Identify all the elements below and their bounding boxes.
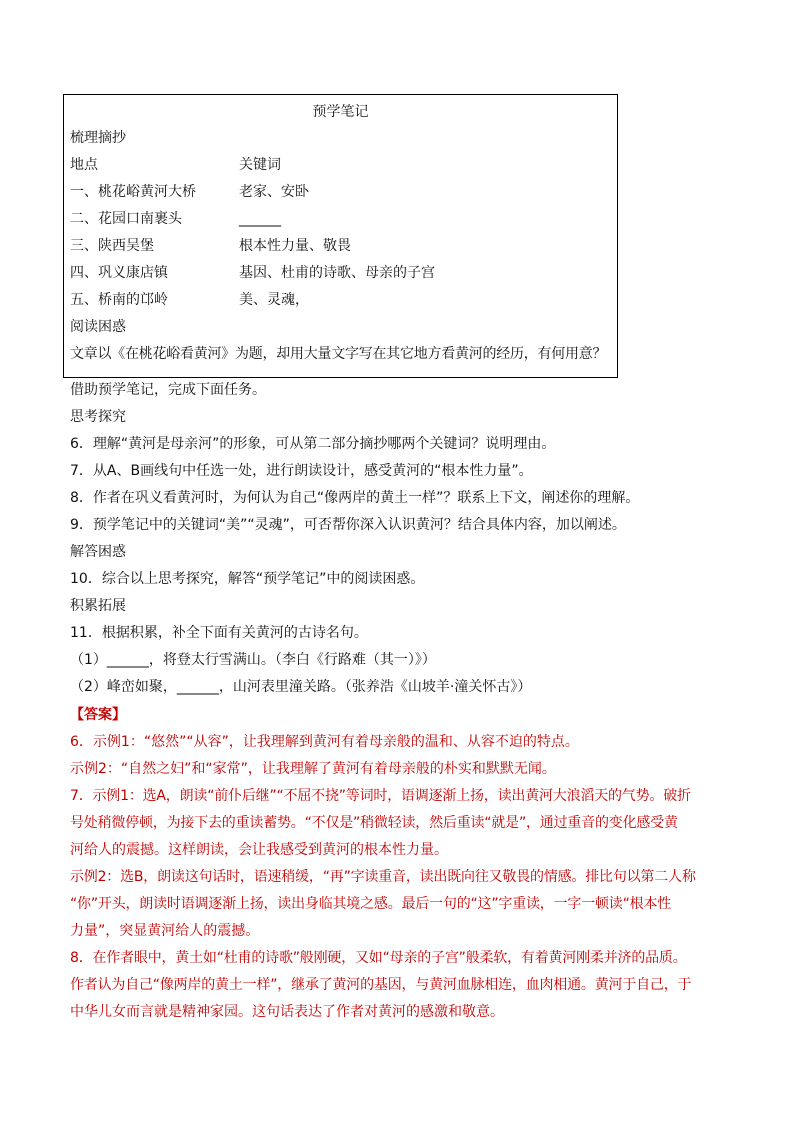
row-place: 四、巩义康店镇 — [70, 265, 168, 281]
notes-title: 预学笔记 — [312, 104, 369, 120]
answer-7-1: 号处稍微停顿，为接下去的重读蓄势。“不仅是”稍微轻读，然后重读“就是”，通过重音的变化感受黄 — [70, 815, 678, 831]
question-11: 11．根据积累，补全下面有关黄河的古诗名句。 — [70, 625, 368, 641]
accum-heading: 积累拓展 — [70, 598, 126, 614]
think-heading: 思考探究 — [70, 409, 126, 425]
section-confusion: 阅读困惑 — [70, 319, 126, 335]
question-11-2: （2）峰峦如聚，______，山河表里潼关路。（张养浩《山坡羊·潼关怀古》） — [70, 679, 532, 695]
answer-8: 作者认为自己“像两岸的黄土一样”，继承了黄河的基因，与黄河血脉相连，血肉相通。黄河于自己，于 — [70, 977, 692, 993]
question-8: 8．作者在巩义看黄河时，为何认为自己“像两岸的黄土一样”？联系上下文，阐述你的理解。 — [70, 490, 640, 506]
row-keyword: 基因、杜甫的诗歌、母亲的子宫 — [239, 265, 435, 281]
question-6: 6．理解“黄河是母亲河”的形象，可从第二部分摘抄哪两个关键词？说明理由。 — [70, 436, 556, 452]
answer-6-2: 示例2：“自然之妇”和“家常”，让我理解了黄河有着母亲般的朴实和默默无闻。 — [70, 761, 556, 777]
question-10: 10．综合以上思考探究，解答“预学笔记”中的阅读困惑。 — [70, 571, 425, 587]
row-place: 五、桥南的邙岭 — [70, 292, 168, 308]
col-keyword: 关键词 — [239, 157, 281, 173]
answer-7-2: 力量”，突显黄河给人的震撼。 — [70, 923, 260, 939]
row-keyword: 美、灵魂， — [239, 292, 309, 308]
row-keyword: ______ — [239, 211, 281, 227]
answer-8: 8．在作者眼中，黄土如“杜甫的诗歌”般刚硬，又如“母亲的子宫”般柔软，有着黄河刚柔并济的品质。 — [70, 950, 687, 966]
question-7: 7．从A、B画线句中任选一处，进行朗读设计，感受黄河的“根本性力量”。 — [70, 463, 533, 479]
answer-8: 中华儿女而言就是精神家园。这句话表达了作者对黄河的感激和敬意。 — [70, 1004, 504, 1020]
answer-7-1: 7．示例1：选A，朗读“前仆后继”“不屈不挠”等词时，语调逐渐上扬，读出黄河大浪滔天的气势。破折 — [70, 788, 691, 804]
confusion-text: 文章以《在桃花峪看黄河》为题，却用大量文字写在其它地方看黄河的经历，有何用意？ — [70, 346, 607, 362]
row-place: 一、桃花峪黄河大桥 — [70, 184, 196, 200]
answer-7-1: 河给人的震撼。这样朗读，会让我感受到黄河的根本性力量。 — [70, 842, 448, 858]
row-place: 二、花园口南裹头 — [70, 211, 182, 227]
solve-heading: 解答困惑 — [70, 544, 126, 560]
section-sort: 梳理摘抄 — [70, 130, 126, 146]
row-keyword: 老家、安卧 — [239, 184, 309, 200]
row-keyword: 根本性力量、敬畏 — [239, 238, 351, 254]
intro-text: 借助预学笔记，完成下面任务。 — [70, 382, 266, 398]
question-9: 9．预学笔记中的关键词“美”“灵魂”，可否帮你深入认识黄河？结合具体内容，加以阐述。 — [70, 517, 626, 533]
col-place: 地点 — [70, 157, 98, 173]
notes-box — [63, 94, 618, 378]
answer-7-2: 示例2：选B，朗读这句话时，语速稍缓，“再”字读重音，读出既向往又敬畏的情感。排比句以第二人称 — [70, 869, 696, 885]
answer-7-2: “你”开头，朗读时语调逐渐上扬，读出身临其境之感。最后一句的“这”字重读，一字一顿读“根本性 — [70, 896, 672, 912]
answer-tag: 【答案】 — [70, 707, 126, 723]
answer-6-1: 6．示例1：“悠然”“从容”，让我理解到黄河有着母亲般的温和、从容不迫的特点。 — [70, 734, 579, 750]
question-11-1: （1）______，将登太行雪满山。（李白《行路难（其一）》） — [70, 652, 436, 668]
row-place: 三、陕西吴堡 — [70, 238, 154, 254]
